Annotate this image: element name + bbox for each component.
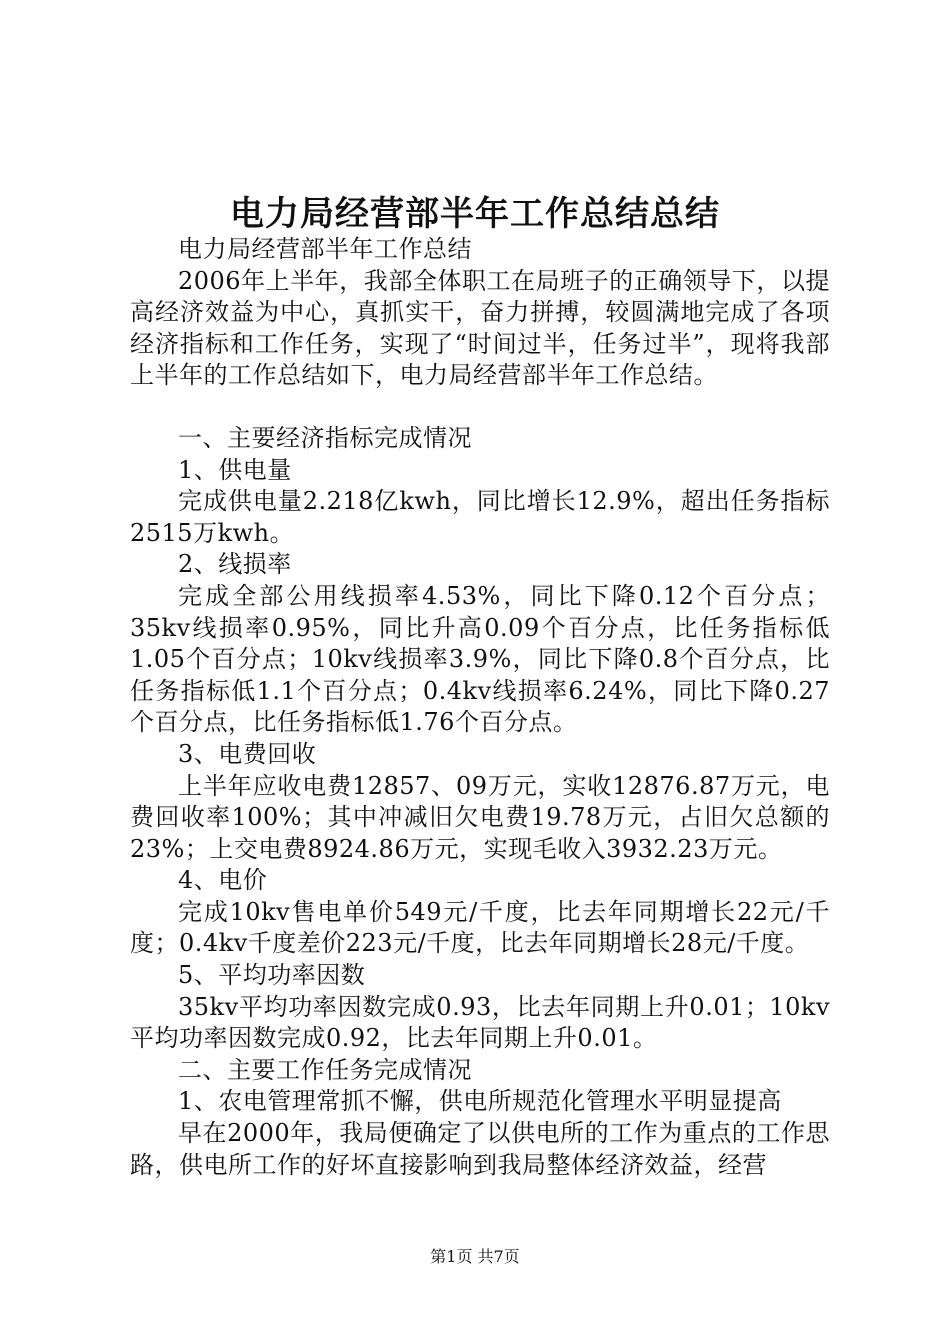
subheading-fee-recovery: 3、电费回收 [178, 739, 317, 768]
paragraph-line-loss: 完成全部公用线损率4.53%，同比下降0.12个百分点；35kv线损率0.95%，同比升高0.09个百分点，比任务指标低1.05个百分点；10kv线损率3.9%，同比下降0.8个百分点，比任务指标低1.1个百分点；0.4kv线损率6.24%，同比下降0.27个百分点，比任务指标低1.76个百分点。 [130, 581, 830, 737]
paragraph-supply: 完成供电量2.218亿kwh，同比增长12.9%，超出任务指标2515万kwh。 [130, 487, 830, 547]
paragraph-fee-recovery: 上半年应收电费12857、09万元，实收12876.87万元，电费回收率100%；其中冲减旧欠电费19.78万元，占旧欠总额的23%；上交电费8924.86万元，实现毛收入3932.23万元。 [130, 771, 830, 863]
subheading-rural-management: 1、农电管理常抓不懈，供电所规范化管理水平明显提高 [178, 1087, 782, 1116]
intro-paragraph: 2006年上半年，我部全体职工在局班子的正确领导下，以提高经济效益为中心，真抓实干，奋力拼搏，较圆满地完成了各项经济指标和工作任务，实现了“时间过半，任务过半”，现将我部上半年的工作总结如下，电力局经营部半年工作总结。 [130, 266, 830, 390]
page-footer: 第1页 共7页 [430, 1247, 520, 1266]
subtitle-paragraph: 电力局经营部半年工作总结 [178, 235, 472, 263]
subheading-line-loss: 2、线损率 [178, 550, 292, 579]
section-heading-1: 一、主要经济指标完成情况 [178, 423, 472, 452]
paragraph-price: 完成10kv售电单价549元/千度，比去年同期增长22元/千度；0.4kv千度差价223元/千度，比去年同期增长28元/千度。 [130, 897, 830, 958]
subheading-supply: 1、供电量 [178, 455, 292, 484]
paragraph-rural-management: 早在2000年，我局便确定了以供电所的工作为重点的工作思路，供电所工作的好坏直接影响到我局整体经济效益，经营 [130, 1119, 830, 1179]
subheading-power-factor: 5、平均功率因数 [178, 961, 366, 990]
paragraph-power-factor: 35kv平均功率因数完成0.93，比去年同期上升0.01；10kv平均功率因数完成0.92，比去年同期上升0.01。 [130, 992, 830, 1053]
subheading-price: 4、电价 [178, 866, 268, 895]
document-title: 电力局经营部半年工作总结总结 [230, 194, 720, 234]
section-heading-2: 二、主要工作任务完成情况 [178, 1055, 472, 1084]
document-body [130, 234, 830, 1181]
